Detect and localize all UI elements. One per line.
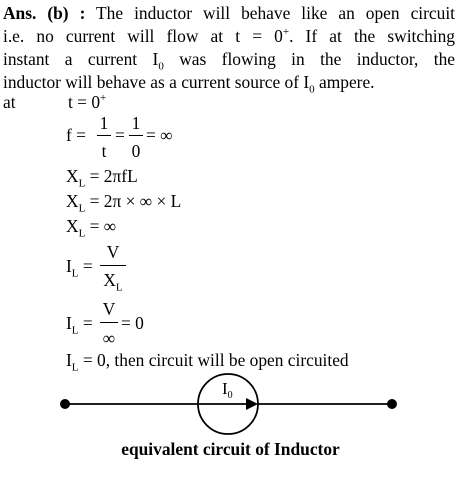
answer-line-1: Ans. (b) : The inductor will behave like an open circuit: [3, 3, 455, 23]
t-equals-zero: t = 0+: [68, 92, 107, 112]
right-terminal: [387, 399, 397, 409]
current-source-arrowhead: [246, 398, 258, 410]
frac4-num: V: [102, 299, 116, 319]
answer-line-4: inductor will behave as a current source of $I_0$ ampere.: [3, 72, 375, 96]
equals-sign: =: [115, 125, 125, 145]
frac2-den: 0: [131, 141, 141, 161]
frac2-num: 1: [131, 113, 141, 133]
f-equals: f =: [66, 125, 86, 145]
equals-infinity: = ∞: [146, 125, 173, 145]
answer-label: Ans. (b) :: [3, 3, 86, 23]
frac3-num: V: [106, 242, 120, 262]
conclusion-line: $I_L = 0$, then circuit will be open circuited: [66, 350, 349, 374]
answer-line-2: i.e. no current will flow at t = 0+. If at the switching: [3, 26, 455, 46]
frac3-den: $X_L$: [103, 270, 123, 294]
frac1-den: t: [101, 141, 107, 161]
frac4-den: ∞: [102, 328, 116, 348]
frac1-num: 1: [99, 113, 109, 133]
current-source-label: $I_0$: [222, 379, 233, 401]
il-eq-1-lhs: $I_L$ =: [66, 256, 93, 280]
answer-line-3: instant a current $I_0$ was flowing in the inductor, the: [3, 49, 455, 73]
at-label: at: [3, 92, 16, 112]
xl-eq-2: $X_L = 2\pi$ × ∞ × L: [66, 191, 182, 215]
diagram-caption: equivalent circuit of Inductor: [121, 439, 340, 459]
left-terminal: [60, 399, 70, 409]
xl-eq-1: $X_L = 2\pi fL$: [66, 166, 138, 190]
il-eq-2-lhs: $I_L$ =: [66, 313, 93, 337]
equals-zero: = 0: [121, 313, 144, 333]
xl-eq-3: $X_L$ = ∞: [66, 216, 117, 240]
